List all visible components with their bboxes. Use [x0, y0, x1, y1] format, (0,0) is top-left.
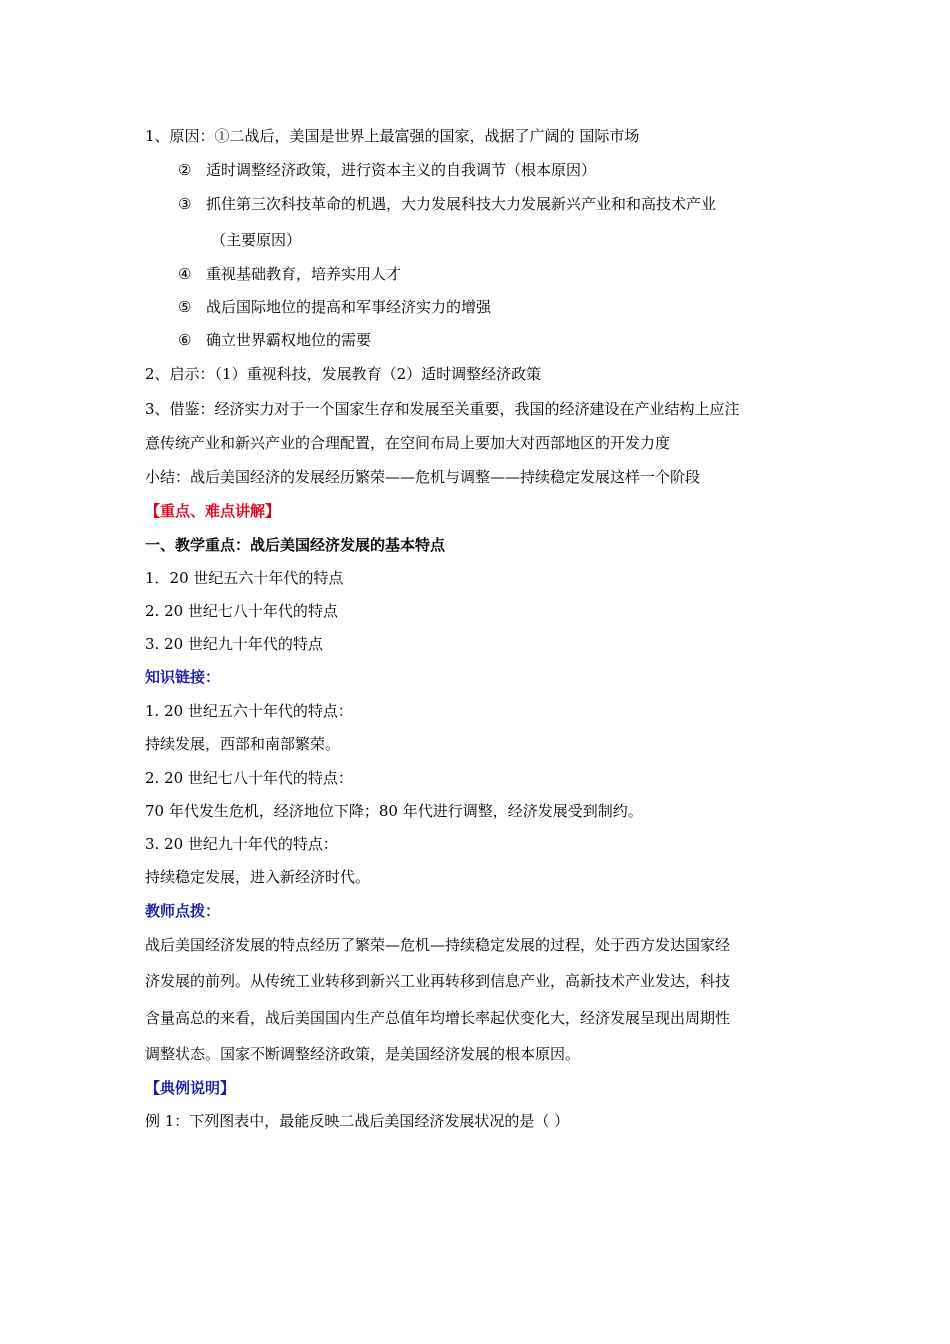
- teacher-tip-line: 战后美国经济发展的特点经历了繁荣—危机—持续稳定发展的过程，处于西方发达国家经: [145, 936, 731, 954]
- key-section-header: 【重点、难点讲解】: [145, 502, 281, 520]
- reason-item-continuation: （主要原因）: [211, 231, 302, 249]
- reason-item: [178, 296, 491, 318]
- reason-item: [178, 159, 596, 181]
- knowledge-link-line: 1. 20 世纪五六十年代的特点：: [145, 702, 353, 720]
- reason-text: 抓住第三次科技革命的机遇，大力发展科技大力发展新兴产业和和高技术产业: [206, 195, 717, 213]
- reason-heading: 1、原因：①二战后，美国是世界上最富强的国家，战据了广阔的 国际市场: [145, 127, 640, 145]
- enlightenment-line: 2、启示：（1）重视科技，发展教育（2）适时调整经济政策: [145, 365, 542, 383]
- knowledge-link-line: 70 年代发生危机，经济地位下降；80 年代进行调整，经济发展受到制约。: [145, 802, 643, 820]
- knowledge-link-line: 3. 20 世纪九十年代的特点：: [145, 835, 338, 853]
- key-point-title: 一、教学重点：战后美国经济发展的基本特点: [145, 536, 446, 554]
- knowledge-link-line: 持续稳定发展，进入新经济时代。: [145, 868, 371, 886]
- example-section-header: 【典例说明】: [145, 1079, 236, 1097]
- reason-number: ③: [178, 195, 192, 213]
- reason-text: 战后国际地位的提高和军事经济实力的增强: [206, 298, 492, 316]
- teacher-tip-line: 调整状态。国家不断调整经济政策，是美国经济发展的根本原因。: [145, 1045, 581, 1063]
- teacher-tip-title: 教师点拨：: [145, 902, 221, 920]
- example-question: 例 1：下列图表中，最能反映二战后美国经济发展状况的是（ ）: [145, 1112, 570, 1130]
- reason-number: ④: [178, 265, 192, 283]
- reason-item: [178, 263, 401, 285]
- key-point-item: 1．20 世纪五六十年代的特点: [145, 569, 344, 587]
- reason-number: ②: [178, 161, 192, 179]
- reason-item: [178, 329, 371, 351]
- knowledge-link-line: 持续发展，西部和南部繁荣。: [145, 735, 341, 753]
- teacher-tip-line: 含量高总的来看，战后美国国内生产总值年均增长率起伏变化大，经济发展呈现出周期性: [145, 1009, 731, 1027]
- key-point-item: 2. 20 世纪七八十年代的特点: [145, 602, 338, 620]
- reason-text: 适时调整经济政策，进行资本主义的自我调节（根本原因）: [206, 161, 597, 179]
- knowledge-link-line: 2. 20 世纪七八十年代的特点：: [145, 769, 353, 787]
- reason-number: ⑤: [178, 298, 192, 316]
- reason-item: [178, 193, 716, 215]
- key-point-item: 3. 20 世纪九十年代的特点: [145, 635, 323, 653]
- reason-text: 确立世界霸权地位的需要: [206, 331, 372, 349]
- reference-line: 3、借鉴：经济实力对于一个国家生存和发展至关重要，我国的经济建设在产业结构上应注: [145, 400, 740, 418]
- summary-line: 小结：战后美国经济的发展经历繁荣——危机与调整——持续稳定发展这样一个阶段: [145, 468, 701, 486]
- reference-line: 意传统产业和新兴产业的合理配置，在空间布局上要加大对西部地区的开发力度: [145, 434, 671, 452]
- reason-text: 重视基础教育，培养实用人才: [206, 265, 402, 283]
- teacher-tip-line: 济发展的前列。从传统工业转移到新兴工业再转移到信息产业，高新技术产业发达，科技: [145, 972, 731, 990]
- reason-number: ⑥: [178, 331, 192, 349]
- knowledge-link-title: 知识链接：: [145, 668, 221, 686]
